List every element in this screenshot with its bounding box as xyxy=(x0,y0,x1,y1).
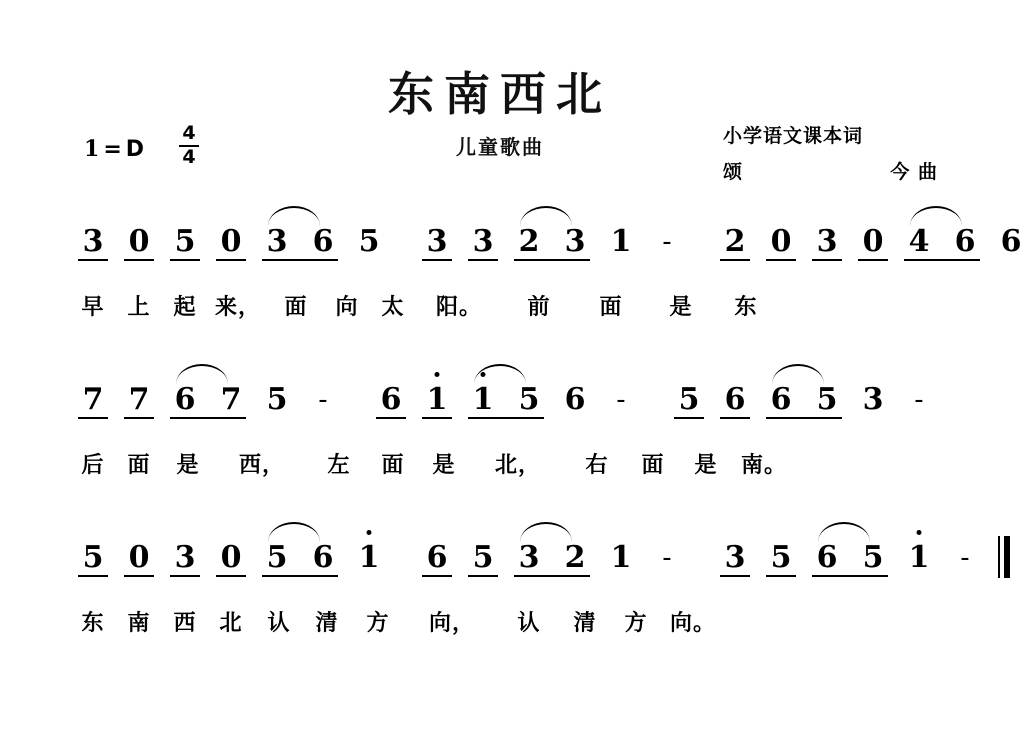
credit-composer-left: 颂 xyxy=(723,161,744,184)
note: 1 xyxy=(610,540,632,575)
measure-row xyxy=(70,212,1022,262)
note: 0 xyxy=(116,528,162,578)
lyric: 是 xyxy=(432,453,456,478)
beamed-pair xyxy=(758,370,850,420)
lyric: 认 xyxy=(517,611,541,636)
lyric: 来， xyxy=(214,295,261,320)
note: 3 xyxy=(804,212,850,262)
lyric: 北 xyxy=(219,611,243,636)
lyric: 北， xyxy=(494,453,541,478)
meter-denominator: 4 xyxy=(182,145,196,168)
note: 6 xyxy=(816,540,838,575)
measure xyxy=(70,528,392,578)
measure xyxy=(712,212,1034,262)
note: 5 xyxy=(162,212,208,262)
page-title: 东南西北 xyxy=(388,67,612,121)
note: 3 xyxy=(518,540,540,575)
note-sustain: - xyxy=(318,385,328,415)
note: 2 xyxy=(712,212,758,262)
lyric: 面 xyxy=(641,453,665,478)
credit-composer-line xyxy=(723,154,938,190)
lyric: 后 xyxy=(81,453,105,478)
note: 5 xyxy=(816,382,838,417)
lyric: 是 xyxy=(694,453,718,478)
measure xyxy=(666,370,942,420)
lyric: 向 xyxy=(335,295,359,320)
lyric: 前 xyxy=(527,295,551,320)
octave-dot-icon xyxy=(435,372,440,377)
beamed-pair xyxy=(254,528,346,578)
note-sustain: - xyxy=(960,543,970,573)
lyric: 东 xyxy=(734,295,758,320)
note-sustain: - xyxy=(662,227,672,257)
beamed-pair xyxy=(804,528,896,578)
note: 6 xyxy=(368,370,414,420)
note: 5 xyxy=(518,382,540,417)
note: 0 xyxy=(758,212,804,262)
note: 3 xyxy=(712,528,758,578)
note: 6 xyxy=(312,224,334,259)
barline-thin xyxy=(998,536,1000,578)
octave-dot-icon xyxy=(917,530,922,535)
measure-row xyxy=(70,370,940,420)
note: 1 xyxy=(460,370,506,420)
lyric: 右 xyxy=(585,453,609,478)
note-sustain: - xyxy=(662,543,672,573)
lyric: 上 xyxy=(127,295,151,320)
measure xyxy=(414,528,690,578)
lyric: 面 xyxy=(127,453,151,478)
final-barline xyxy=(998,536,1010,578)
credit-lyricist: 小学语文课本词 xyxy=(723,125,864,147)
lyric: 清 xyxy=(315,611,339,636)
note: 5 xyxy=(266,540,288,575)
note: 6 xyxy=(954,224,976,259)
note: 5 xyxy=(460,528,506,578)
beamed-pair xyxy=(460,370,552,420)
note: 2 xyxy=(564,540,586,575)
lyrics-row xyxy=(70,290,940,321)
lyric: 认 xyxy=(267,611,291,636)
beamed-pair xyxy=(896,212,988,262)
note: 0 xyxy=(116,212,162,262)
lyric: 东 xyxy=(81,611,105,636)
note: 5 xyxy=(70,528,116,578)
note: 1 xyxy=(346,528,392,578)
credits xyxy=(723,118,938,190)
note: 3 xyxy=(70,212,116,262)
lyric: 太 xyxy=(381,295,405,320)
lyric: 早 xyxy=(81,295,105,320)
lyric: 是 xyxy=(176,453,200,478)
octave-dot-icon xyxy=(481,372,486,377)
measure xyxy=(414,212,690,262)
note: 6 xyxy=(564,382,586,417)
note: 6 xyxy=(174,382,196,417)
lyric: 起 xyxy=(173,295,197,320)
lyrics-row xyxy=(70,448,940,479)
note: 7 xyxy=(70,370,116,420)
lyric: 方 xyxy=(366,611,390,636)
measure-row xyxy=(70,528,970,578)
note: 2 xyxy=(518,224,540,259)
measure xyxy=(70,212,392,262)
credit-composer-right: 今 曲 xyxy=(890,161,938,184)
note: 5 xyxy=(758,528,804,578)
lyric: 南。 xyxy=(740,453,787,478)
measure xyxy=(70,370,346,420)
beamed-pair xyxy=(254,212,346,262)
lyric: 面 xyxy=(381,453,405,478)
note: 1 xyxy=(610,224,632,259)
note: 5 xyxy=(666,370,712,420)
key-number: 1 xyxy=(84,136,100,162)
beamed-pair xyxy=(506,528,598,578)
note: 3 xyxy=(266,224,288,259)
lyric: 是 xyxy=(669,295,693,320)
note: 5 xyxy=(862,540,884,575)
lyric: 西 xyxy=(173,611,197,636)
note: 6 xyxy=(312,540,334,575)
beamed-pair xyxy=(506,212,598,262)
octave-dot-icon xyxy=(367,530,372,535)
lyrics-row xyxy=(70,606,940,637)
beamed-pair xyxy=(162,370,254,420)
note-sustain: - xyxy=(914,385,924,415)
note: 6 xyxy=(712,370,758,420)
note: 3 xyxy=(564,224,586,259)
note: 7 xyxy=(220,382,242,417)
note: 3 xyxy=(414,212,460,262)
measure xyxy=(368,370,644,420)
note: 3 xyxy=(862,382,884,417)
lyric: 左 xyxy=(327,453,351,478)
note: 5 xyxy=(266,382,288,417)
meter-numerator: 4 xyxy=(182,122,196,144)
lyric: 面 xyxy=(284,295,308,320)
note: 6 xyxy=(770,382,792,417)
note: 3 xyxy=(460,212,506,262)
lyric: 向。 xyxy=(669,611,716,636)
key-equals: = xyxy=(103,136,122,162)
lyric: 清 xyxy=(573,611,597,636)
note: 3 xyxy=(162,528,208,578)
subtitle: 儿童歌曲 xyxy=(456,135,544,159)
key-signature xyxy=(84,136,144,162)
note: 0 xyxy=(850,212,896,262)
note: 7 xyxy=(116,370,162,420)
music-system xyxy=(0,528,1000,668)
music-system xyxy=(0,212,1022,352)
note: 0 xyxy=(208,212,254,262)
lyric: 西， xyxy=(238,453,285,478)
note: 0 xyxy=(208,528,254,578)
note: 4 xyxy=(908,224,930,259)
note: 1 xyxy=(414,370,460,420)
note: 6 xyxy=(414,528,460,578)
note: 5 xyxy=(358,224,380,259)
lyric: 阳。 xyxy=(435,295,482,320)
barline-thick xyxy=(1004,536,1010,578)
time-signature xyxy=(176,124,202,168)
measure xyxy=(712,528,988,578)
lyric: 南 xyxy=(127,611,151,636)
lyric: 面 xyxy=(599,295,623,320)
note-sustain: - xyxy=(616,385,626,415)
lyric: 向， xyxy=(428,611,475,636)
lyric: 方 xyxy=(624,611,648,636)
key-value: D xyxy=(125,136,145,162)
note: 6 xyxy=(1000,224,1022,259)
music-system xyxy=(0,370,1000,510)
note: 1 xyxy=(896,528,942,578)
